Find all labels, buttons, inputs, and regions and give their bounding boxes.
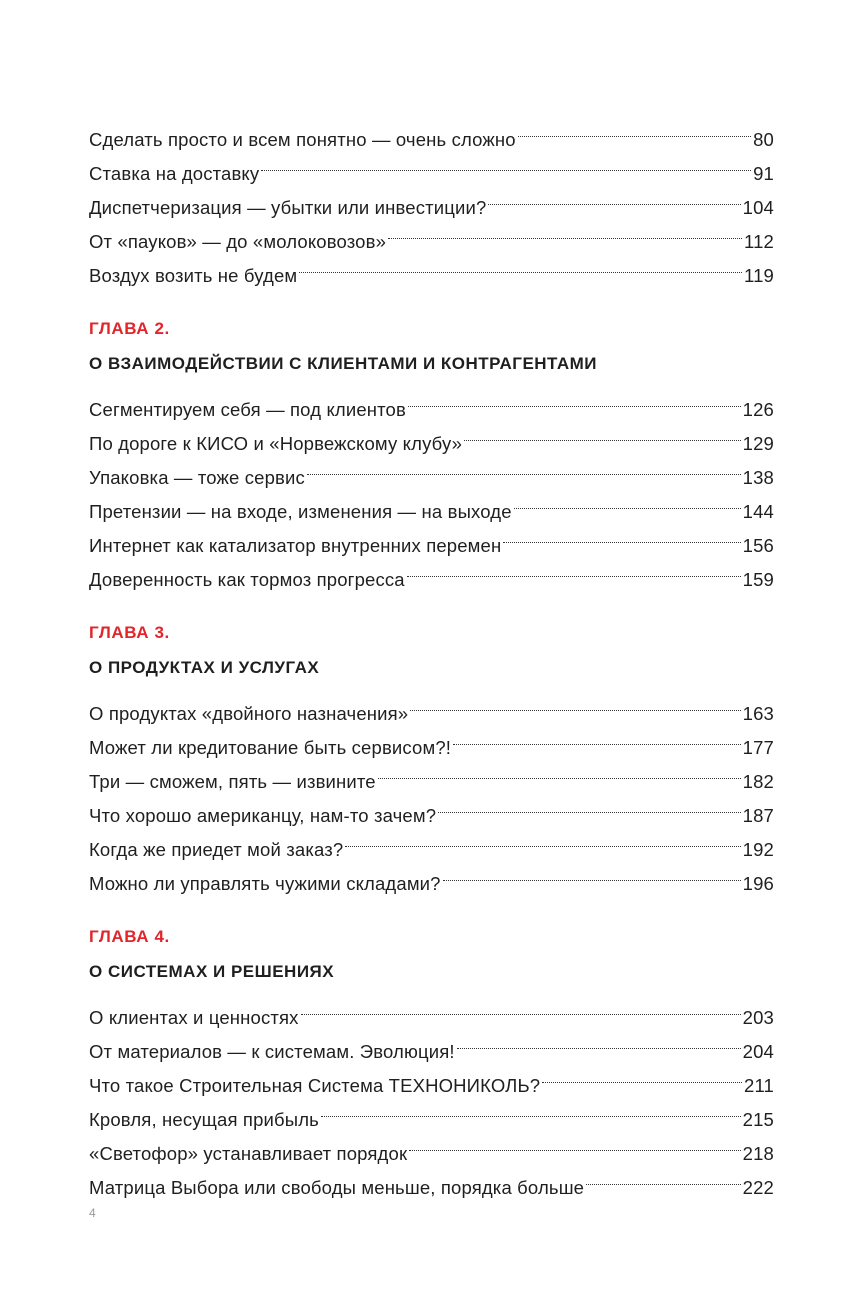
toc-dot-leader xyxy=(488,180,740,214)
toc-entry-title: По дороге к КИСО и «Норвежскому клубу» xyxy=(89,433,463,454)
chapter-label: ГЛАВА 3. xyxy=(89,623,170,642)
toc-entry-title: Доверенность как тормоз прогресса xyxy=(89,569,405,590)
toc-entry-page: 222 xyxy=(742,1177,774,1198)
chapter-title: О ПРОДУКТАХ И УСЛУГАХ xyxy=(89,658,320,677)
toc-entry-page: 129 xyxy=(742,433,774,454)
toc-entry-title: Что хорошо американцу, нам-то зачем? xyxy=(89,805,437,826)
toc-entry-title: Упаковка — тоже сервис xyxy=(89,467,305,488)
toc-intro-section xyxy=(89,112,774,286)
toc-entry-title: Что такое Строительная Система ТЕХНОНИКОЛЬ? xyxy=(89,1075,541,1096)
toc-entry-title: От «пауков» — до «молоковозов» xyxy=(89,231,387,252)
toc-dot-leader xyxy=(457,1024,741,1058)
toc-dot-leader xyxy=(514,484,741,518)
toc-dot-leader xyxy=(307,450,741,484)
toc-entry-page: 177 xyxy=(742,737,774,758)
toc-entry-title: От материалов — к системам. Эволюция! xyxy=(89,1041,455,1062)
toc-entry-page: 163 xyxy=(742,703,774,724)
toc-entry-page: 126 xyxy=(742,399,774,420)
toc-entry-title: «Светофор» устанавливает порядок xyxy=(89,1143,408,1164)
toc-entry-page: 196 xyxy=(742,873,774,894)
toc-dot-leader xyxy=(586,1160,741,1194)
chapter-label: ГЛАВА 4. xyxy=(89,927,170,946)
toc-dot-leader xyxy=(321,1092,741,1126)
toc-entry-page: 91 xyxy=(753,163,774,184)
toc-entry-page: 104 xyxy=(742,197,774,218)
toc-entry-page: 203 xyxy=(742,1007,774,1028)
toc-dot-leader xyxy=(518,112,751,146)
toc-entry-page: 119 xyxy=(744,265,774,286)
toc-entry-title: Кровля, несущая прибыль xyxy=(89,1109,319,1130)
toc-entry-title: Когда же приедет мой заказ? xyxy=(89,839,344,860)
toc-dot-leader xyxy=(345,822,740,856)
toc-entry-page: 182 xyxy=(742,771,774,792)
page-number: 4 xyxy=(89,1206,96,1220)
toc-chapter-4 xyxy=(89,920,774,1198)
toc-entry-page: 218 xyxy=(742,1143,774,1164)
toc-dot-leader xyxy=(542,1058,742,1092)
toc-entry-title: Диспетчеризация — убытки или инвестиции? xyxy=(89,197,487,218)
toc-dot-leader xyxy=(410,686,740,720)
table-of-contents xyxy=(89,112,774,1198)
toc-entry-title: Сегментируем себя — под клиентов xyxy=(89,399,406,420)
toc-entry-page: 80 xyxy=(753,129,774,150)
toc-entry-page: 159 xyxy=(742,569,774,590)
toc-entry-title: Интернет как катализатор внутренних перемен xyxy=(89,535,502,556)
toc-dot-leader xyxy=(464,416,741,450)
toc-entry-title: О клиентах и ценностях xyxy=(89,1007,299,1028)
toc-dot-leader xyxy=(503,518,740,552)
chapter-label: ГЛАВА 2. xyxy=(89,319,170,338)
toc-dot-leader xyxy=(409,1126,740,1160)
toc-dot-leader xyxy=(299,248,742,282)
toc-dot-leader xyxy=(261,146,751,180)
toc-entry-page: 156 xyxy=(742,535,774,556)
toc-entry-title: Ставка на доставку xyxy=(89,163,260,184)
toc-chapter-3 xyxy=(89,616,774,894)
toc-entry-page: 187 xyxy=(742,805,774,826)
toc-entry-page: 215 xyxy=(742,1109,774,1130)
toc-entry xyxy=(89,112,774,150)
toc-entry-page: 211 xyxy=(744,1075,774,1096)
toc-entry-page: 112 xyxy=(744,231,774,252)
toc-dot-leader xyxy=(378,754,741,788)
toc-entry-title: Три — сможем, пять — извините xyxy=(89,771,376,792)
toc-entry xyxy=(89,990,774,1028)
toc-entry-title: Претензии — на входе, изменения — на выходе xyxy=(89,501,512,522)
chapter-title: О ВЗАИМОДЕЙСТВИИ С КЛИЕНТАМИ И КОНТРАГЕНТАМИ xyxy=(89,354,598,373)
toc-chapter-2 xyxy=(89,312,774,590)
toc-dot-leader xyxy=(301,990,741,1024)
toc-entry xyxy=(89,382,774,420)
toc-entry-title: О продуктах «двойного назначения» xyxy=(89,703,409,724)
toc-entry-title: Сделать просто и всем понятно — очень сложно xyxy=(89,129,516,150)
toc-dot-leader xyxy=(438,788,740,822)
toc-dot-leader xyxy=(443,856,741,890)
toc-dot-leader xyxy=(407,552,741,586)
toc-entry xyxy=(89,686,774,724)
toc-dot-leader xyxy=(388,214,742,248)
chapter-title: О СИСТЕМАХ И РЕШЕНИЯХ xyxy=(89,962,335,981)
toc-entry-page: 138 xyxy=(742,467,774,488)
toc-entry-title: Воздух возить не будем xyxy=(89,265,298,286)
toc-dot-leader xyxy=(408,382,741,416)
toc-entry-page: 144 xyxy=(742,501,774,522)
toc-entry-page: 192 xyxy=(742,839,774,860)
toc-entry-title: Можно ли управлять чужими складами? xyxy=(89,873,441,894)
toc-entry-page: 204 xyxy=(742,1041,774,1062)
toc-dot-leader xyxy=(453,720,741,754)
toc-entry-title: Матрица Выбора или свободы меньше, порядка больше xyxy=(89,1177,585,1198)
toc-entry-title: Может ли кредитование быть сервисом?! xyxy=(89,737,452,758)
